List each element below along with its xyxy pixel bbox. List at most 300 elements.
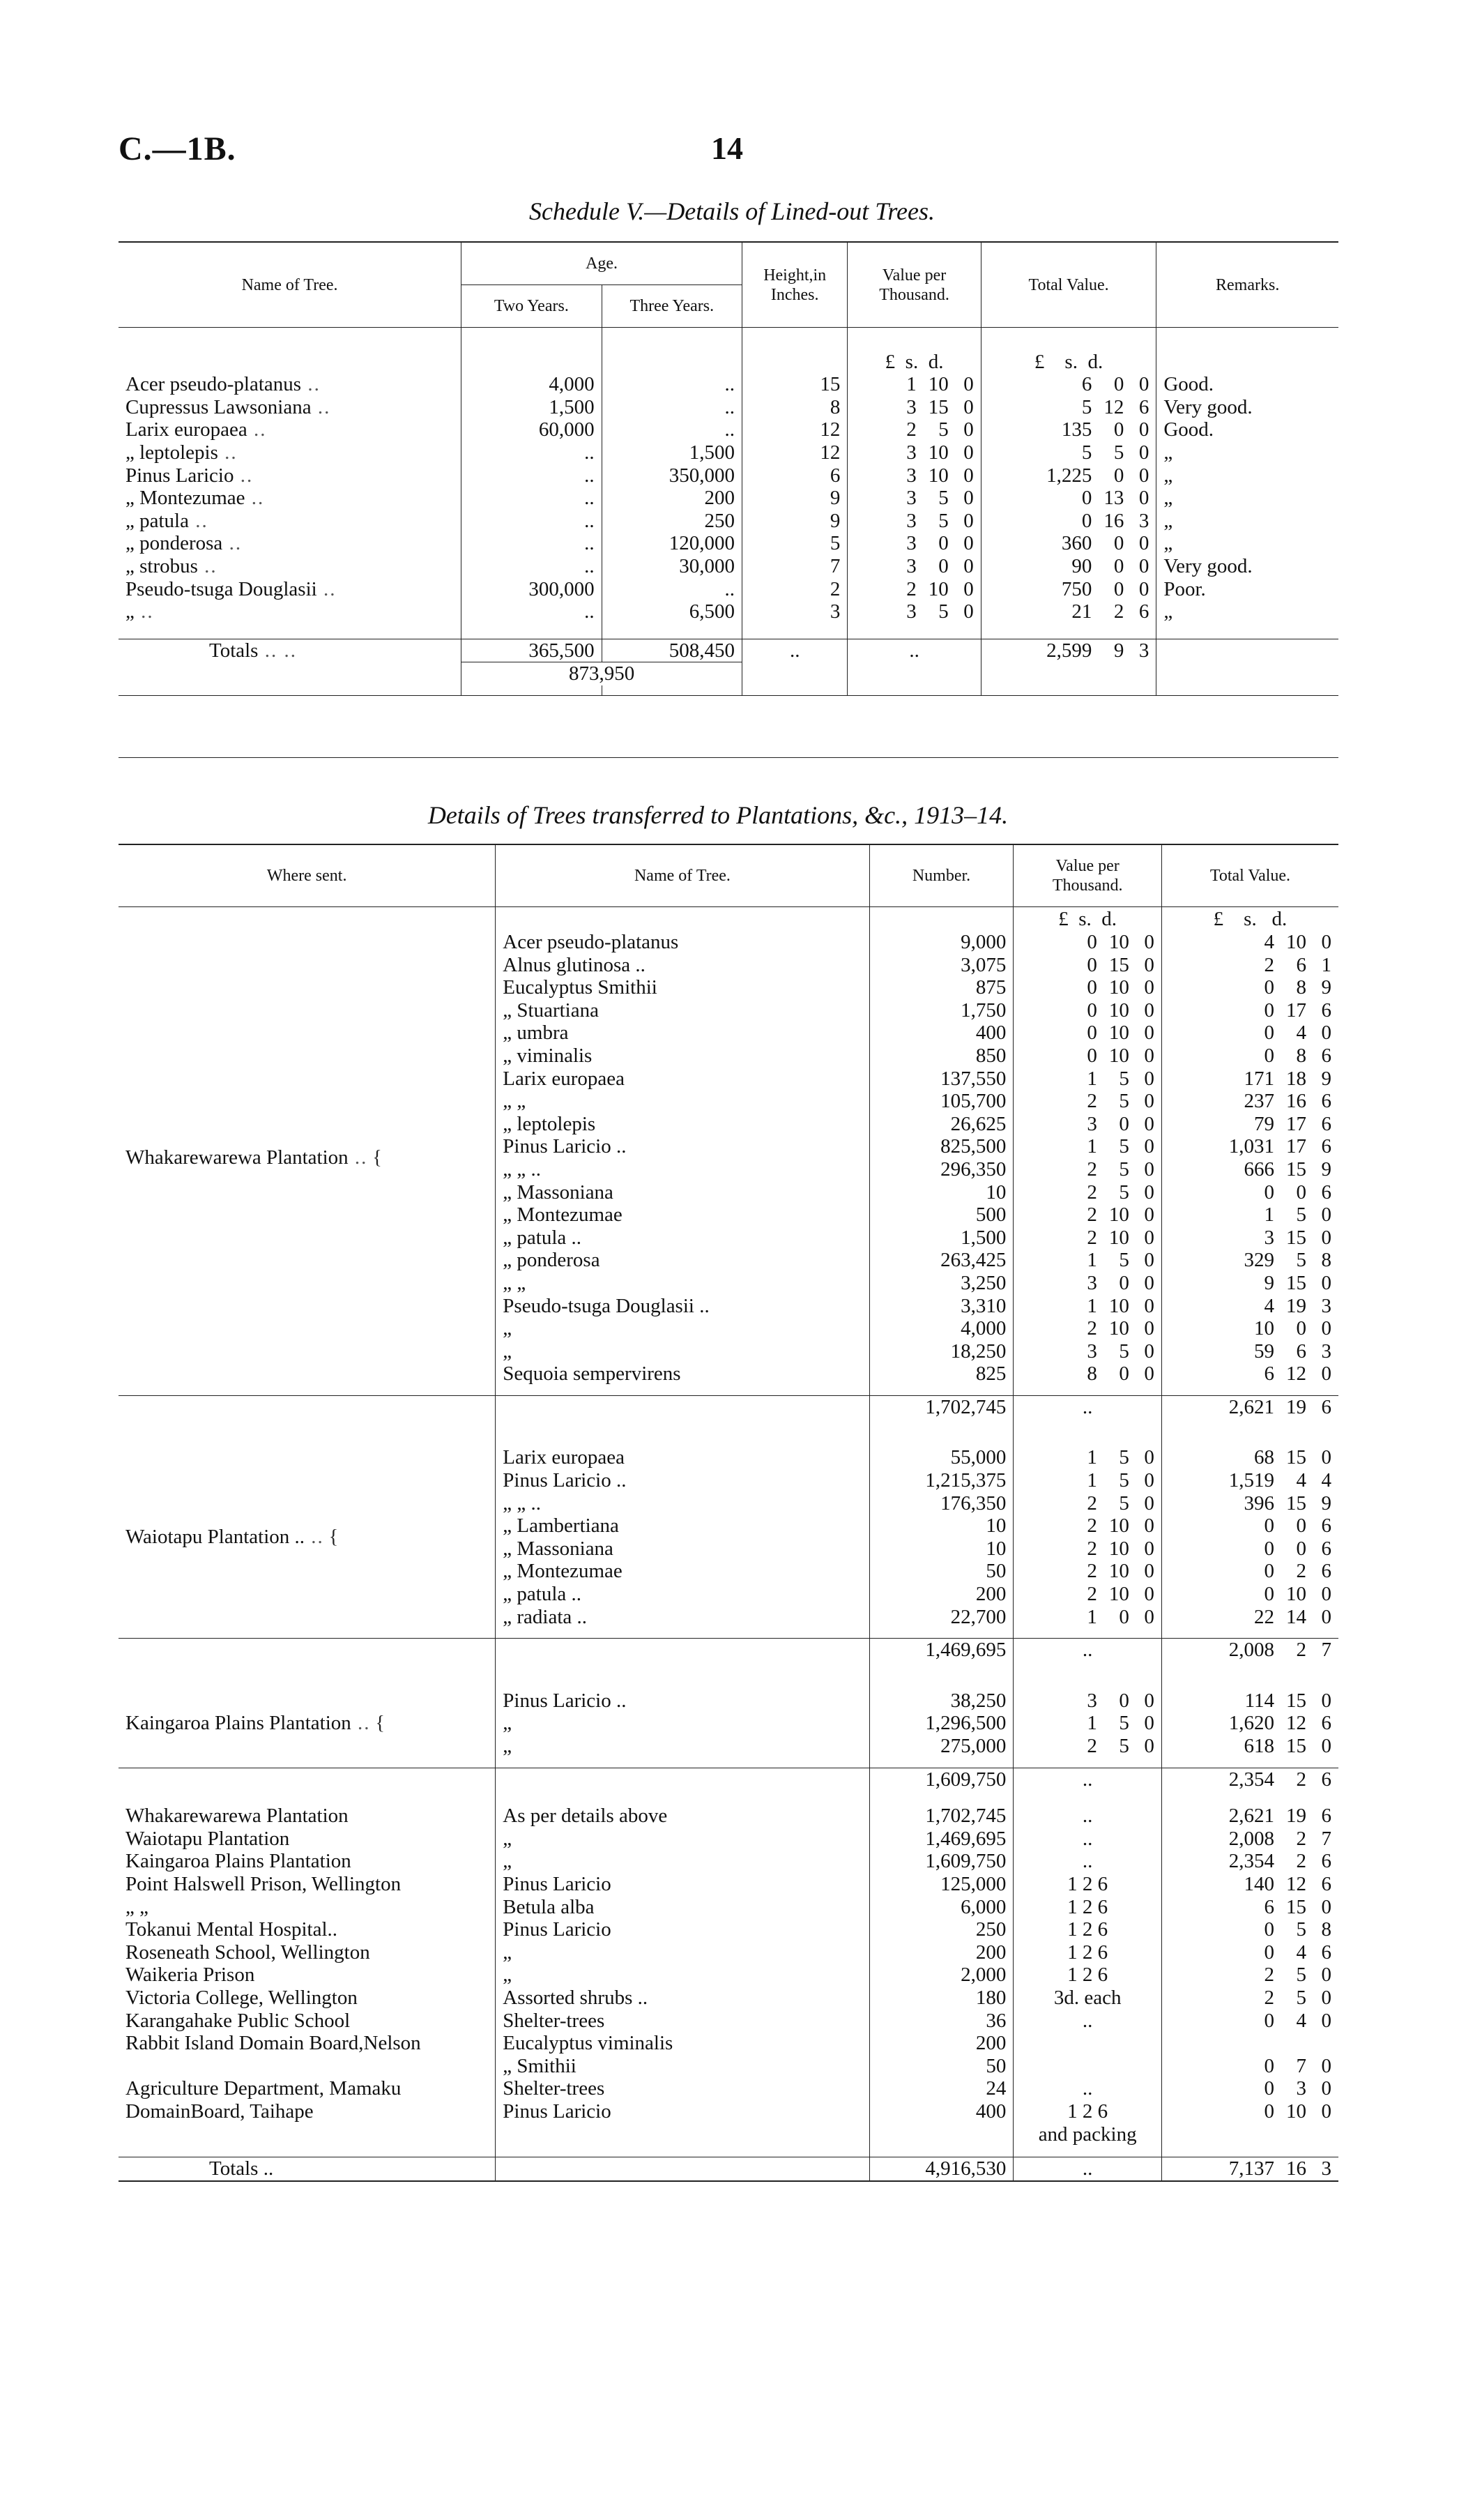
pounds: 750 <box>1061 577 1092 600</box>
pence: 0 <box>1321 1689 1331 1712</box>
shillings: 15 <box>928 395 949 418</box>
shillings: 6 <box>1296 1339 1306 1363</box>
shillings: 10 <box>1108 1044 1129 1067</box>
value-per-thousand <box>1014 2032 1162 2055</box>
total-value <box>981 464 1156 487</box>
value-per-thousand <box>1014 1204 1162 1227</box>
pounds: 1,225 <box>1046 464 1092 487</box>
value-per-thousand <box>848 373 981 396</box>
value-per-thousand: 1 2 6 <box>1014 1896 1162 1919</box>
tree-number: 1,500 <box>869 1227 1014 1250</box>
shilling-unit: s. <box>1244 907 1257 930</box>
two-years-count: 1,500 <box>461 396 602 419</box>
pence: 0 <box>1144 1605 1154 1628</box>
pence: 0 <box>1321 1735 1331 1757</box>
pence: 0 <box>963 395 974 418</box>
shillings: 19 <box>1286 1395 1306 1418</box>
pence: 0 <box>1144 1712 1154 1735</box>
tree-number: 200 <box>869 2032 1014 2055</box>
pence: 6 <box>1138 600 1149 623</box>
total-two-years: 365,500 <box>461 639 602 662</box>
summary-row <box>119 1805 1338 1828</box>
pence: 6 <box>1321 1181 1331 1204</box>
pounds: 1 <box>1087 1712 1097 1735</box>
tree-name: „ <box>496 1850 869 1873</box>
pence: 0 <box>1138 487 1149 510</box>
pence: 0 <box>1144 1112 1154 1135</box>
total-value <box>1161 1850 1338 1873</box>
pence: 0 <box>1144 1157 1154 1181</box>
pence: 0 <box>1144 1294 1154 1317</box>
col-value: Value per Thousand. <box>848 242 981 328</box>
remarks: Very good. <box>1156 396 1338 419</box>
two-years-count: 300,000 <box>461 578 602 601</box>
tree-name: Betula alba <box>496 1896 869 1919</box>
pence: 0 <box>1144 1491 1154 1515</box>
shillings: 5 <box>938 487 949 510</box>
totals-label <box>119 639 461 662</box>
pounds: 0 <box>1087 931 1097 953</box>
summary-row <box>119 1873 1338 1896</box>
tree-name <box>119 441 461 464</box>
pounds: 1,031 <box>1228 1135 1274 1158</box>
tree-name-text: „ patula .. <box>503 1583 582 1606</box>
value-units <box>1014 907 1162 932</box>
shillings: 10 <box>1108 1226 1129 1249</box>
tree-name-text: „ Stuartiana <box>503 999 599 1022</box>
where-sent: Victoria College, Wellington <box>125 1986 358 2009</box>
shillings: 10 <box>1108 1560 1129 1583</box>
shillings: 5 <box>1119 1181 1129 1204</box>
tree-name <box>119 555 461 578</box>
shillings: 4 <box>1296 1022 1306 1045</box>
totals-label-text: Totals .. <box>209 2157 274 2180</box>
tree-name-text: Acer pseudo-platanus <box>125 373 302 396</box>
tree-name-text: „ „ .. <box>503 1157 542 1181</box>
remarks: „ <box>1156 441 1338 464</box>
value-per-thousand <box>1014 1317 1162 1340</box>
tree-number: 3,250 <box>869 1272 1014 1295</box>
shillings: 3 <box>1296 2077 1306 2100</box>
value-per-thousand <box>1014 2055 1162 2078</box>
pounds: 10 <box>1254 1317 1274 1340</box>
pence: 3 <box>1321 1294 1331 1317</box>
tree-name <box>119 418 461 441</box>
total-height: .. <box>742 639 848 662</box>
tree-number: 1,215,375 <box>869 1469 1014 1492</box>
total-value <box>981 418 1156 441</box>
pounds: 2 <box>1087 1317 1097 1340</box>
pence: 0 <box>1321 2009 1331 2032</box>
pence: 0 <box>1321 1204 1331 1227</box>
pence: 6 <box>1321 1768 1331 1791</box>
tree-name-text: „ ponderosa <box>125 532 223 555</box>
pounds: 2,354 <box>1228 1768 1274 1791</box>
where-sent: Agriculture Department, Mamaku <box>125 2077 402 2100</box>
tree-name: As per details above <box>496 1805 869 1828</box>
pounds: 135 <box>1061 418 1092 441</box>
leader-dots: .. <box>217 441 238 464</box>
tree-number: 296,350 <box>869 1158 1014 1181</box>
pounds: 3 <box>906 600 917 623</box>
pence: 6 <box>1321 999 1331 1022</box>
pound-unit: £ <box>1034 350 1045 373</box>
total-value <box>1161 2032 1338 2055</box>
tree-name-text: Pinus Laricio <box>125 464 234 487</box>
tree-name <box>119 464 461 487</box>
total-value <box>1161 931 1338 954</box>
page-number: 14 <box>711 130 743 166</box>
subtotal-where <box>119 1395 496 1418</box>
tree-name <box>496 976 869 999</box>
pence: 0 <box>1144 1204 1154 1227</box>
pounds: 9 <box>1264 1271 1274 1294</box>
total-three-years: 508,450 <box>602 639 742 662</box>
pounds: 3 <box>1087 1112 1097 1135</box>
where-sent <box>119 2055 496 2078</box>
shillings: 10 <box>1286 2100 1306 2123</box>
pounds: 90 <box>1071 554 1092 577</box>
tree-name-text: „ Montezumae <box>125 487 245 510</box>
shillings: 0 <box>938 554 949 577</box>
pound-unit: £ <box>885 350 896 373</box>
total-value <box>1161 2123 1338 2146</box>
col-value-per-thousand: Value per Thousand. <box>1014 844 1162 907</box>
tree-name-text: „ <box>503 1735 512 1757</box>
combined-age-total: 873,950 <box>461 662 742 685</box>
shilling-unit: s. <box>905 350 919 373</box>
tree-name <box>496 931 869 954</box>
pence: 3 <box>1321 1339 1331 1363</box>
pounds: 0 <box>1087 1044 1097 1067</box>
shillings: 5 <box>1119 1491 1129 1515</box>
tree-name-text: „ umbra <box>503 1022 569 1045</box>
shillings: 5 <box>1119 1735 1129 1757</box>
shillings: 0 <box>1119 1363 1129 1386</box>
three-years-count: 350,000 <box>602 464 742 487</box>
tree-name <box>119 600 461 623</box>
height-inches: 9 <box>742 487 848 510</box>
three-years-count: 30,000 <box>602 555 742 578</box>
pounds: 2 <box>1264 1986 1274 2009</box>
pounds: 3 <box>1087 1271 1097 1294</box>
tree-name-text: „ Lambertiana <box>503 1515 619 1538</box>
pence-unit: d. <box>1087 350 1103 373</box>
shillings: 0 <box>1119 1605 1129 1628</box>
pounds: 3 <box>906 487 917 510</box>
summary-row <box>119 2077 1338 2100</box>
grand-total-value-per-thousand: .. <box>1014 2157 1162 2181</box>
subtotal-row <box>119 1639 1338 1662</box>
pounds: 1,519 <box>1228 1469 1274 1492</box>
totals-label <box>119 2157 496 2181</box>
total-value <box>1161 1583 1338 1606</box>
total-value <box>1161 1918 1338 1941</box>
total-value <box>1161 1227 1338 1250</box>
tree-number: 250 <box>869 1918 1014 1941</box>
remarks: „ <box>1156 600 1338 623</box>
summary-row <box>119 2010 1338 2033</box>
pence: 0 <box>963 464 974 487</box>
value-per-thousand <box>1014 1469 1162 1492</box>
value-per-thousand <box>1014 1227 1162 1250</box>
tree-name-text: „ patula <box>125 509 189 532</box>
shillings: 10 <box>1286 1583 1306 1606</box>
total-value <box>1161 1249 1338 1272</box>
pounds: 3 <box>906 509 917 532</box>
pence: 3 <box>1138 509 1149 532</box>
pounds: 6 <box>1081 373 1092 396</box>
pence: 0 <box>1144 1135 1154 1158</box>
pence: 0 <box>1144 1181 1154 1204</box>
shilling-unit: s. <box>1078 907 1092 930</box>
height-inches: 6 <box>742 464 848 487</box>
leader-dots: .. .. <box>258 639 297 662</box>
tree-name <box>496 1735 869 1758</box>
pence: 9 <box>1321 1157 1331 1181</box>
summary-row <box>119 1918 1338 1941</box>
subtotal-name <box>496 1395 869 1418</box>
tree-number: 10 <box>869 1181 1014 1204</box>
shillings: 10 <box>1108 999 1129 1022</box>
remarks: Good. <box>1156 418 1338 441</box>
total-value <box>1161 1873 1338 1896</box>
pounds: 5 <box>1081 395 1092 418</box>
grand-total-number: 4,916,530 <box>869 2157 1014 2181</box>
shillings: 5 <box>1119 1249 1129 1272</box>
tree-number: 24 <box>869 2077 1014 2100</box>
value-per-thousand <box>848 600 981 623</box>
pounds: 59 <box>1254 1339 1274 1363</box>
total-value <box>1161 1896 1338 1919</box>
total-value <box>1161 1805 1338 1828</box>
tree-name-text: „ leptolepis <box>125 441 218 464</box>
table-row <box>119 441 1338 464</box>
tree-name <box>496 1090 869 1113</box>
col-total: Total Value. <box>981 242 1156 328</box>
pounds: 1,620 <box>1228 1712 1274 1735</box>
three-years-count: 1,500 <box>602 441 742 464</box>
pounds: 8 <box>1087 1363 1097 1386</box>
height-inches: 15 <box>742 373 848 396</box>
tree-number: 176,350 <box>869 1492 1014 1515</box>
value-per-thousand: .. <box>1014 1805 1162 1828</box>
shillings: 0 <box>1113 418 1124 441</box>
pounds: 2,621 <box>1228 1805 1274 1828</box>
tree-name <box>119 396 461 419</box>
total-value <box>1161 1515 1338 1538</box>
pence: 6 <box>1321 1537 1331 1560</box>
value-per-thousand <box>848 464 981 487</box>
shillings: 10 <box>1108 976 1129 999</box>
pence: 6 <box>1138 395 1149 418</box>
total-value <box>1161 999 1338 1022</box>
shillings: 0 <box>1113 464 1124 487</box>
remarks: Poor. <box>1156 578 1338 601</box>
where-sent: Roseneath School, Wellington <box>125 1941 370 1964</box>
pounds: 2 <box>1264 953 1274 976</box>
tree-number: 18,250 <box>869 1340 1014 1363</box>
tree-name <box>496 1158 869 1181</box>
shillings: 19 <box>1286 1294 1306 1317</box>
remarks: Good. <box>1156 373 1338 396</box>
total-remarks <box>1156 639 1338 662</box>
value-per-thousand: 1 2 6 <box>1014 2100 1162 2123</box>
shillings: 5 <box>1296 1249 1306 1272</box>
shillings: 19 <box>1286 1805 1306 1828</box>
three-years-count: .. <box>602 418 742 441</box>
total-value <box>981 373 1156 396</box>
tree-number: 3,075 <box>869 954 1014 977</box>
where-sent: Rabbit Island Domain Board,Nelson <box>125 2032 421 2055</box>
tree-name <box>496 1113 869 1136</box>
table-row <box>119 464 1338 487</box>
pence: 0 <box>1144 1363 1154 1386</box>
totals-label-text: Totals <box>209 639 259 662</box>
where-sent <box>119 2123 496 2146</box>
shillings: 17 <box>1286 1112 1306 1135</box>
shillings: 2 <box>1296 1850 1306 1873</box>
shillings: 10 <box>1286 931 1306 953</box>
tree-name-text: Larix europaea <box>125 418 247 441</box>
total-units <box>981 351 1156 374</box>
table-row <box>119 487 1338 510</box>
schedule-title: Schedule V.—Details of Lined-out Trees. <box>529 197 935 225</box>
tree-number: 55,000 <box>869 1446 1014 1469</box>
grand-total-value <box>1161 2157 1338 2181</box>
shillings: 10 <box>928 441 949 464</box>
value-per-thousand <box>1014 1712 1162 1735</box>
transferred-trees-table <box>119 844 1338 2182</box>
pence: 0 <box>1321 1964 1331 1987</box>
pence: 9 <box>1321 1491 1331 1515</box>
total-value <box>1161 1113 1338 1136</box>
shillings: 5 <box>1119 1067 1129 1090</box>
pounds: 0 <box>1264 1918 1274 1941</box>
where-sent: Kaingaroa Plains Plantation <box>125 1850 351 1873</box>
value-per-thousand <box>1014 1515 1162 1538</box>
subtotal-total-value <box>1161 1639 1338 1662</box>
pounds: 2 <box>1087 1181 1097 1204</box>
shillings: 2 <box>1113 600 1124 623</box>
tree-name-text: „ „ .. <box>503 1491 542 1515</box>
subtotal-value: .. <box>1014 1395 1162 1418</box>
shillings: 0 <box>1119 1271 1129 1294</box>
pence: 6 <box>1321 1872 1331 1895</box>
total-value <box>1161 1469 1338 1492</box>
value-per-thousand: .. <box>1014 1828 1162 1851</box>
shillings: 5 <box>1119 1469 1129 1492</box>
pounds: 7,137 <box>1228 2157 1274 2180</box>
pence: 0 <box>1144 1515 1154 1538</box>
pence: 0 <box>1144 1317 1154 1340</box>
transfers-title: Details of Trees transferred to Plantations, &c., 1913–14. <box>427 801 1009 829</box>
total-value <box>981 441 1156 464</box>
tree-name <box>496 1204 869 1227</box>
shillings: 10 <box>1108 1515 1129 1538</box>
two-years-count: .. <box>461 555 602 578</box>
subtotal-where <box>119 1768 496 1791</box>
pence: 0 <box>963 577 974 600</box>
tree-name-text: Larix europaea <box>503 1067 625 1090</box>
shillings: 2 <box>1296 1560 1306 1583</box>
where-sent <box>119 931 496 1386</box>
table-row <box>119 510 1338 533</box>
tree-number: 2,000 <box>869 1964 1014 1987</box>
pounds: 1 <box>1087 1469 1097 1492</box>
tree-name: Eucalyptus viminalis <box>496 2032 869 2055</box>
pence: 0 <box>1321 931 1331 953</box>
pence: 0 <box>1321 1226 1331 1249</box>
total-value <box>1161 1941 1338 1964</box>
shillings: 0 <box>1296 1537 1306 1560</box>
grand-total-value <box>981 639 1156 662</box>
pounds: 0 <box>1264 1537 1274 1560</box>
pence: 0 <box>963 532 974 555</box>
pounds: 3 <box>1087 1339 1097 1363</box>
summary-row <box>119 1828 1338 1851</box>
pence: 0 <box>1144 953 1154 976</box>
height-inches: 8 <box>742 396 848 419</box>
value-per-thousand: .. <box>1014 2077 1162 2100</box>
pence: 0 <box>963 373 974 396</box>
tree-name <box>496 2123 869 2146</box>
pounds: 3 <box>906 464 917 487</box>
pence: 0 <box>1144 1067 1154 1090</box>
tree-number: 10 <box>869 1538 1014 1561</box>
tree-name <box>496 1227 869 1250</box>
tree-name: Pinus Laricio <box>496 2100 869 2123</box>
tree-name <box>119 487 461 510</box>
total-value <box>981 487 1156 510</box>
total-value <box>1161 1022 1338 1045</box>
shilling-unit: s. <box>1064 350 1078 373</box>
total-value <box>1161 1090 1338 1113</box>
pounds: 0 <box>1087 999 1097 1022</box>
pence: 0 <box>1144 931 1154 953</box>
pence: 6 <box>1321 1090 1331 1113</box>
pence: 0 <box>1144 1271 1154 1294</box>
tree-name-text: „ <box>503 1317 512 1340</box>
pounds: 3 <box>906 554 917 577</box>
subtotal-number: 1,702,745 <box>869 1395 1014 1418</box>
shillings: 15 <box>1286 1491 1306 1515</box>
pence: 9 <box>1321 1067 1331 1090</box>
subtotal-row <box>119 1395 1338 1418</box>
pounds: 2 <box>1087 1537 1097 1560</box>
tree-name-text: „ Montezumae <box>503 1204 622 1227</box>
pounds: 0 <box>1264 2054 1274 2077</box>
where-sent <box>119 1446 496 1628</box>
pence: 6 <box>1321 1044 1331 1067</box>
shillings: 12 <box>1286 1363 1306 1386</box>
pounds: 2,008 <box>1228 1827 1274 1850</box>
summary-row <box>119 1987 1338 2010</box>
tree-number: 1,702,745 <box>869 1805 1014 1828</box>
pence: 6 <box>1321 1515 1331 1538</box>
pence: 0 <box>963 441 974 464</box>
tree-number: 1,469,695 <box>869 1828 1014 1851</box>
tree-name: „ <box>496 1941 869 1964</box>
total-value <box>1161 1606 1338 1629</box>
remarks: „ <box>1156 487 1338 510</box>
tree-name <box>119 510 461 533</box>
leader-dots: .. <box>311 395 331 418</box>
remarks: „ <box>1156 532 1338 555</box>
pounds: 2 <box>1087 1204 1097 1227</box>
pence: 3 <box>1138 639 1149 662</box>
tree-number: 850 <box>869 1045 1014 1068</box>
